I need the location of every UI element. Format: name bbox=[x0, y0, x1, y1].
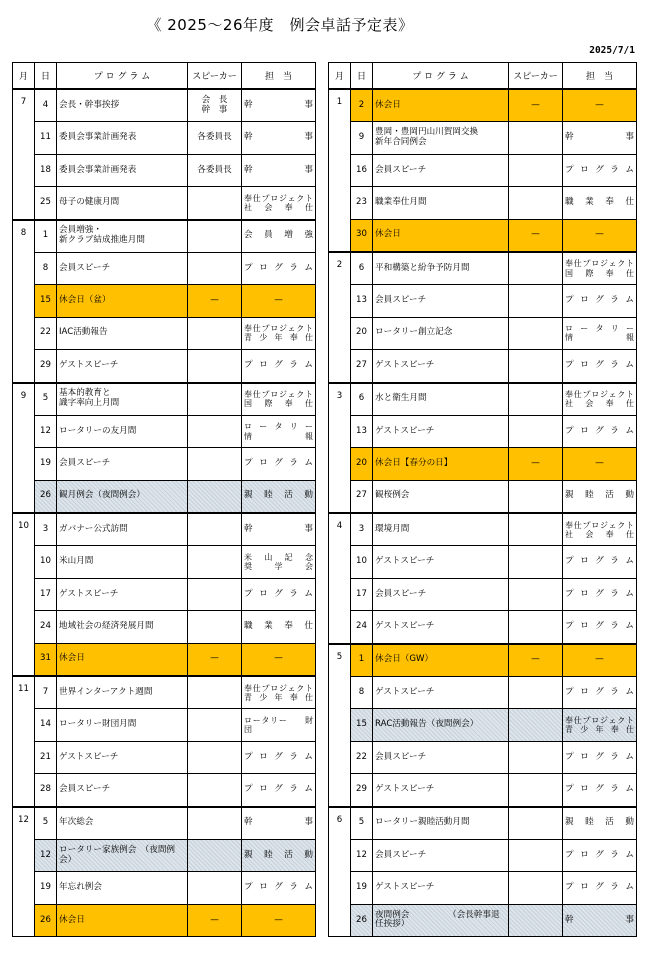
cell-day: 21 bbox=[35, 741, 57, 773]
table-row bbox=[13, 774, 316, 807]
issue-date: 2025/7/1 bbox=[589, 45, 635, 56]
cell-tanto: プ ロ グ ラ ム bbox=[563, 774, 637, 807]
cell-tanto: 奉仕プロジェクト 国 際 奉 仕 bbox=[242, 383, 316, 416]
cell-program: ゲストスピーチ bbox=[373, 415, 509, 447]
table-row bbox=[13, 904, 316, 936]
cell-day: 10 bbox=[35, 546, 57, 578]
cell-day: 3 bbox=[35, 513, 57, 546]
cell-speaker bbox=[509, 611, 563, 644]
cell-day: 26 bbox=[351, 904, 373, 936]
cell-speaker bbox=[509, 480, 563, 513]
table-row bbox=[13, 513, 316, 546]
table-row bbox=[13, 839, 316, 871]
table-row bbox=[13, 611, 316, 643]
cell-tanto: プ ロ グ ラ ム bbox=[242, 252, 316, 284]
cell-program: 会員スピーチ bbox=[57, 252, 188, 284]
table-row bbox=[329, 807, 637, 840]
cell-program: ロータリー創立記念 bbox=[373, 317, 509, 349]
cell-speaker bbox=[188, 774, 242, 807]
cell-tanto: プ ロ グ ラ ム bbox=[242, 741, 316, 773]
cell-program: 平和構築と紛争予防月間 bbox=[373, 252, 509, 285]
cell-tanto: 奉仕プロジェクト 青 少 年 奉 仕 bbox=[242, 676, 316, 709]
cell-program: 会員スピーチ bbox=[373, 578, 509, 610]
cell-day: 6 bbox=[351, 383, 373, 416]
cell-program: 母子の健康月間 bbox=[57, 187, 188, 220]
cell-day: 18 bbox=[35, 154, 57, 186]
cell-program: 休会日（GW） bbox=[373, 644, 509, 677]
cell-speaker bbox=[509, 578, 563, 610]
cell-speaker bbox=[188, 252, 242, 284]
cell-tanto: 親 睦 活 動 bbox=[563, 480, 637, 513]
cell-day: 26 bbox=[35, 904, 57, 936]
cell-speaker bbox=[188, 611, 242, 643]
cell-day: 20 bbox=[351, 317, 373, 349]
table-row bbox=[13, 709, 316, 741]
cell-program: RAC活動報告（夜間例会） bbox=[373, 709, 509, 741]
cell-program: 世界インターアクト週間 bbox=[57, 676, 188, 709]
cell-speaker bbox=[188, 578, 242, 610]
cell-program: IAC活動報告 bbox=[57, 317, 188, 349]
header-program: プ ロ グ ラ ム bbox=[57, 63, 188, 90]
cell-speaker bbox=[188, 872, 242, 904]
cell-program: ガバナー公式訪問 bbox=[57, 513, 188, 546]
cell-tanto: 幹 事 bbox=[242, 154, 316, 186]
table-row bbox=[329, 448, 637, 480]
cell-program: ロータリー財団月間 bbox=[57, 709, 188, 741]
table-row bbox=[13, 252, 316, 284]
cell-tanto: ロータリー 財 団 bbox=[242, 709, 316, 741]
cell-tanto: 幹 事 bbox=[242, 122, 316, 154]
cell-speaker bbox=[188, 839, 242, 871]
cell-day: 17 bbox=[351, 578, 373, 610]
cell-speaker bbox=[188, 383, 242, 416]
header-month: 月 bbox=[329, 63, 351, 90]
cell-speaker bbox=[509, 546, 563, 578]
cell-day: 14 bbox=[35, 709, 57, 741]
cell-tanto: プ ロ グ ラ ム bbox=[242, 872, 316, 904]
cell-tanto: 幹 事 bbox=[563, 122, 637, 154]
cell-speaker bbox=[509, 677, 563, 709]
table-row bbox=[329, 611, 637, 644]
cell-tanto: プ ロ グ ラ ム bbox=[563, 611, 637, 644]
cell-day: 1 bbox=[35, 220, 57, 253]
cell-program: 会員スピーチ bbox=[373, 741, 509, 773]
cell-program: ロータリー親睦活動月間 bbox=[373, 807, 509, 840]
table-row bbox=[13, 154, 316, 186]
table-row bbox=[13, 546, 316, 578]
cell-tanto: 幹 事 bbox=[242, 807, 316, 840]
table-row bbox=[329, 578, 637, 610]
cell-day: 15 bbox=[35, 285, 57, 317]
table-row bbox=[329, 252, 637, 285]
cell-program: 職業奉仕月間 bbox=[373, 187, 509, 219]
cell-program: 会長・幹事挨拶 bbox=[57, 89, 188, 122]
cell-program: 休会日 bbox=[373, 219, 509, 252]
table-row bbox=[13, 807, 316, 840]
cell-program: 地域社会の経済発展月間 bbox=[57, 611, 188, 643]
cell-day: 1 bbox=[351, 644, 373, 677]
table-row bbox=[329, 904, 637, 936]
cell-tanto: 奉仕プロジェクト 社 会 奉 仕 bbox=[563, 383, 637, 416]
cell-tanto: 親 睦 活 動 bbox=[563, 807, 637, 840]
cell-speaker bbox=[188, 807, 242, 840]
cell-program: 会員スピーチ bbox=[373, 154, 509, 186]
cell-tanto: プ ロ グ ラ ム bbox=[563, 839, 637, 871]
cell-tanto: 幹 事 bbox=[242, 89, 316, 122]
cell-speaker: — bbox=[509, 219, 563, 252]
table-row bbox=[13, 415, 316, 447]
cell-month: 12 bbox=[13, 807, 35, 937]
table-row bbox=[329, 872, 637, 904]
cell-day: 11 bbox=[35, 122, 57, 154]
page-title: 《 2025～26年度 例会卓話予定表》 bbox=[146, 16, 414, 34]
header-speaker: スピーカー bbox=[188, 63, 242, 90]
header-speaker: スピーカー bbox=[509, 63, 563, 90]
cell-speaker bbox=[509, 317, 563, 349]
cell-program: 豊岡・豊岡円山川賀岡交換 新年合同例会 bbox=[373, 122, 509, 154]
table-row bbox=[329, 154, 637, 186]
header-tanto: 担 当 bbox=[242, 63, 316, 90]
cell-tanto: — bbox=[563, 89, 637, 122]
cell-day: 19 bbox=[351, 872, 373, 904]
cell-day: 22 bbox=[351, 741, 373, 773]
cell-program: 休会日 bbox=[57, 904, 188, 936]
table-row bbox=[329, 219, 637, 252]
cell-tanto: プ ロ グ ラ ム bbox=[563, 350, 637, 383]
cell-program: 水と衛生月間 bbox=[373, 383, 509, 416]
cell-program: ゲストスピーチ bbox=[373, 546, 509, 578]
schedule-table-left bbox=[12, 62, 316, 937]
cell-day: 13 bbox=[351, 415, 373, 447]
cell-month: 5 bbox=[329, 644, 351, 807]
cell-tanto: 親 睦 活 動 bbox=[242, 480, 316, 513]
cell-program: 休会日（盆） bbox=[57, 285, 188, 317]
cell-tanto: プ ロ グ ラ ム bbox=[563, 154, 637, 186]
table-row bbox=[329, 89, 637, 122]
cell-program: 観桜例会 bbox=[373, 480, 509, 513]
cell-day: 22 bbox=[35, 317, 57, 349]
cell-day: 7 bbox=[35, 676, 57, 709]
cell-month: 3 bbox=[329, 383, 351, 514]
cell-program: ロータリー家族例会 （夜間例会） bbox=[57, 839, 188, 871]
header-day: 日 bbox=[35, 63, 57, 90]
table-row bbox=[13, 89, 316, 122]
cell-day: 24 bbox=[35, 611, 57, 643]
cell-month: 4 bbox=[329, 513, 351, 644]
table-row bbox=[329, 415, 637, 447]
table-row bbox=[13, 122, 316, 154]
cell-tanto: — bbox=[563, 644, 637, 677]
cell-speaker bbox=[509, 741, 563, 773]
cell-speaker bbox=[188, 220, 242, 253]
cell-speaker bbox=[509, 513, 563, 546]
cell-tanto: プ ロ グ ラ ム bbox=[563, 677, 637, 709]
table-row bbox=[13, 187, 316, 220]
cell-speaker: — bbox=[509, 448, 563, 480]
cell-program: 年忘れ例会 bbox=[57, 872, 188, 904]
cell-tanto: 親 睦 活 動 bbox=[242, 839, 316, 871]
cell-tanto: — bbox=[242, 643, 316, 676]
cell-day: 23 bbox=[351, 187, 373, 219]
cell-tanto: プ ロ グ ラ ム bbox=[563, 741, 637, 773]
cell-speaker bbox=[509, 122, 563, 154]
cell-speaker bbox=[509, 709, 563, 741]
table-row bbox=[329, 187, 637, 219]
cell-speaker: 各委員長 bbox=[188, 122, 242, 154]
cell-tanto: 幹 事 bbox=[242, 513, 316, 546]
cell-day: 12 bbox=[35, 839, 57, 871]
cell-tanto: — bbox=[563, 219, 637, 252]
cell-tanto: 職 業 奉 仕 bbox=[242, 611, 316, 643]
cell-speaker: — bbox=[509, 644, 563, 677]
table-row bbox=[329, 285, 637, 317]
table-row bbox=[329, 350, 637, 383]
table-row bbox=[329, 839, 637, 871]
cell-speaker bbox=[509, 154, 563, 186]
cell-day: 8 bbox=[35, 252, 57, 284]
cell-month: 7 bbox=[13, 89, 35, 220]
cell-tanto: プ ロ グ ラ ム bbox=[242, 774, 316, 807]
cell-speaker bbox=[509, 904, 563, 936]
table-row bbox=[13, 220, 316, 253]
cell-speaker bbox=[188, 480, 242, 513]
cell-program: ゲストスピーチ bbox=[57, 741, 188, 773]
cell-speaker: — bbox=[188, 643, 242, 676]
table-row bbox=[329, 513, 637, 546]
cell-day: 12 bbox=[35, 415, 57, 447]
table-row bbox=[13, 578, 316, 610]
cell-speaker: — bbox=[509, 89, 563, 122]
cell-tanto: プ ロ グ ラ ム bbox=[563, 546, 637, 578]
cell-program: 休会日 bbox=[57, 643, 188, 676]
cell-speaker bbox=[509, 187, 563, 219]
cell-tanto: — bbox=[242, 285, 316, 317]
cell-day: 19 bbox=[35, 448, 57, 480]
table-row bbox=[13, 741, 316, 773]
table-row bbox=[13, 872, 316, 904]
cell-program: ゲストスピーチ bbox=[57, 350, 188, 383]
cell-month: 1 bbox=[329, 89, 351, 252]
cell-speaker bbox=[188, 709, 242, 741]
table-row bbox=[13, 350, 316, 383]
cell-program: ゲストスピーチ bbox=[373, 611, 509, 644]
cell-tanto: 奉仕プロジェクト 社 会 奉 仕 bbox=[242, 187, 316, 220]
cell-program: 米山月間 bbox=[57, 546, 188, 578]
cell-day: 24 bbox=[351, 611, 373, 644]
cell-program: 会員増強・ 新クラブ結成推進月間 bbox=[57, 220, 188, 253]
header-tanto: 担 当 bbox=[563, 63, 637, 90]
cell-speaker bbox=[188, 317, 242, 349]
cell-speaker bbox=[188, 741, 242, 773]
cell-day: 29 bbox=[351, 774, 373, 807]
cell-month: 9 bbox=[13, 383, 35, 514]
cell-program: 委員会事業計画発表 bbox=[57, 154, 188, 186]
cell-day: 12 bbox=[351, 839, 373, 871]
cell-program: 環境月間 bbox=[373, 513, 509, 546]
cell-tanto: ロ ー タ リ ー 情 報 bbox=[563, 317, 637, 349]
cell-day: 27 bbox=[351, 350, 373, 383]
cell-day: 27 bbox=[351, 480, 373, 513]
header-program: プ ロ グ ラ ム bbox=[373, 63, 509, 90]
cell-day: 29 bbox=[35, 350, 57, 383]
cell-speaker bbox=[509, 872, 563, 904]
cell-day: 30 bbox=[351, 219, 373, 252]
cell-tanto: プ ロ グ ラ ム bbox=[242, 350, 316, 383]
cell-program: ゲストスピーチ bbox=[373, 350, 509, 383]
table-row bbox=[13, 448, 316, 480]
cell-speaker bbox=[188, 676, 242, 709]
cell-day: 8 bbox=[351, 677, 373, 709]
cell-speaker bbox=[188, 415, 242, 447]
table-row bbox=[329, 677, 637, 709]
cell-program: ゲストスピーチ bbox=[57, 578, 188, 610]
cell-tanto: 米 山 記 念 奨 学 会 bbox=[242, 546, 316, 578]
cell-tanto: — bbox=[563, 448, 637, 480]
cell-speaker: 各委員長 bbox=[188, 154, 242, 186]
cell-speaker: 会 長 幹 事 bbox=[188, 89, 242, 122]
cell-speaker: — bbox=[188, 285, 242, 317]
table-row bbox=[329, 709, 637, 741]
cell-day: 5 bbox=[35, 807, 57, 840]
cell-day: 13 bbox=[351, 285, 373, 317]
cell-tanto: 幹 事 bbox=[563, 904, 637, 936]
cell-day: 20 bbox=[351, 448, 373, 480]
cell-day: 15 bbox=[351, 709, 373, 741]
cell-tanto: 奉仕プロジェクト 青 少 年 奉 仕 bbox=[242, 317, 316, 349]
cell-speaker bbox=[509, 252, 563, 285]
cell-day: 5 bbox=[351, 807, 373, 840]
table-row bbox=[13, 643, 316, 676]
table-row bbox=[329, 741, 637, 773]
cell-tanto: プ ロ グ ラ ム bbox=[242, 578, 316, 610]
cell-speaker bbox=[509, 383, 563, 416]
cell-tanto: 会 員 増 強 bbox=[242, 220, 316, 253]
cell-program: 会員スピーチ bbox=[373, 285, 509, 317]
cell-day: 6 bbox=[351, 252, 373, 285]
cell-program: ゲストスピーチ bbox=[373, 677, 509, 709]
cell-day: 28 bbox=[35, 774, 57, 807]
cell-speaker bbox=[188, 187, 242, 220]
cell-program: 観月例会（夜間例会） bbox=[57, 480, 188, 513]
cell-speaker bbox=[509, 350, 563, 383]
cell-tanto: 奉仕プロジェクト 社 会 奉 仕 bbox=[563, 513, 637, 546]
cell-speaker bbox=[188, 513, 242, 546]
cell-day: 25 bbox=[35, 187, 57, 220]
cell-speaker bbox=[509, 839, 563, 871]
cell-speaker bbox=[509, 774, 563, 807]
table-row bbox=[329, 774, 637, 807]
table-row bbox=[13, 480, 316, 513]
cell-program: 会員スピーチ bbox=[373, 839, 509, 871]
cell-month: 2 bbox=[329, 252, 351, 383]
cell-speaker: — bbox=[188, 904, 242, 936]
cell-speaker bbox=[509, 807, 563, 840]
cell-tanto: プ ロ グ ラ ム bbox=[563, 578, 637, 610]
cell-day: 31 bbox=[35, 643, 57, 676]
table-row bbox=[13, 285, 316, 317]
cell-speaker bbox=[188, 546, 242, 578]
header-month: 月 bbox=[13, 63, 35, 90]
cell-speaker bbox=[188, 448, 242, 480]
table-row bbox=[13, 676, 316, 709]
cell-speaker bbox=[188, 350, 242, 383]
table-row bbox=[329, 383, 637, 416]
table-row bbox=[329, 546, 637, 578]
cell-program: 基本的教育と 識字率向上月間 bbox=[57, 383, 188, 416]
cell-tanto: 奉仕プロジェクト 国 際 奉 仕 bbox=[563, 252, 637, 285]
cell-tanto: — bbox=[242, 904, 316, 936]
cell-program: ゲストスピーチ bbox=[373, 774, 509, 807]
table-row bbox=[329, 317, 637, 349]
cell-tanto: プ ロ グ ラ ム bbox=[563, 872, 637, 904]
cell-tanto: プ ロ グ ラ ム bbox=[242, 448, 316, 480]
cell-month: 10 bbox=[13, 513, 35, 676]
cell-day: 2 bbox=[351, 89, 373, 122]
cell-tanto: 職 業 奉 仕 bbox=[563, 187, 637, 219]
schedule-table-right bbox=[328, 62, 637, 937]
table-row bbox=[329, 644, 637, 677]
cell-month: 6 bbox=[329, 807, 351, 937]
table-row bbox=[13, 383, 316, 416]
cell-month: 11 bbox=[13, 676, 35, 807]
table-row bbox=[329, 480, 637, 513]
cell-day: 16 bbox=[351, 154, 373, 186]
cell-program: ゲストスピーチ bbox=[373, 872, 509, 904]
cell-day: 19 bbox=[35, 872, 57, 904]
cell-day: 3 bbox=[351, 513, 373, 546]
cell-month: 8 bbox=[13, 220, 35, 383]
cell-speaker bbox=[509, 285, 563, 317]
cell-program: 夜間例会 （会長幹事退任挨拶） bbox=[373, 904, 509, 936]
cell-day: 5 bbox=[35, 383, 57, 416]
cell-program: 休会日【春分の日】 bbox=[373, 448, 509, 480]
cell-day: 9 bbox=[351, 122, 373, 154]
cell-program: 委員会事業計画発表 bbox=[57, 122, 188, 154]
cell-tanto: ロ ー タ リ ー 情 報 bbox=[242, 415, 316, 447]
cell-day: 17 bbox=[35, 578, 57, 610]
header-day: 日 bbox=[351, 63, 373, 90]
cell-tanto: 奉仕プロジェクト 青 少 年 奉 仕 bbox=[563, 709, 637, 741]
cell-day: 26 bbox=[35, 480, 57, 513]
cell-program: ロータリーの友月間 bbox=[57, 415, 188, 447]
cell-speaker bbox=[509, 415, 563, 447]
cell-tanto: プ ロ グ ラ ム bbox=[563, 415, 637, 447]
cell-tanto: プ ロ グ ラ ム bbox=[563, 285, 637, 317]
cell-program: 会員スピーチ bbox=[57, 774, 188, 807]
table-row bbox=[329, 122, 637, 154]
cell-program: 年次総会 bbox=[57, 807, 188, 840]
cell-day: 10 bbox=[351, 546, 373, 578]
cell-day: 4 bbox=[35, 89, 57, 122]
table-row bbox=[13, 317, 316, 349]
cell-program: 会員スピーチ bbox=[57, 448, 188, 480]
cell-program: 休会日 bbox=[373, 89, 509, 122]
